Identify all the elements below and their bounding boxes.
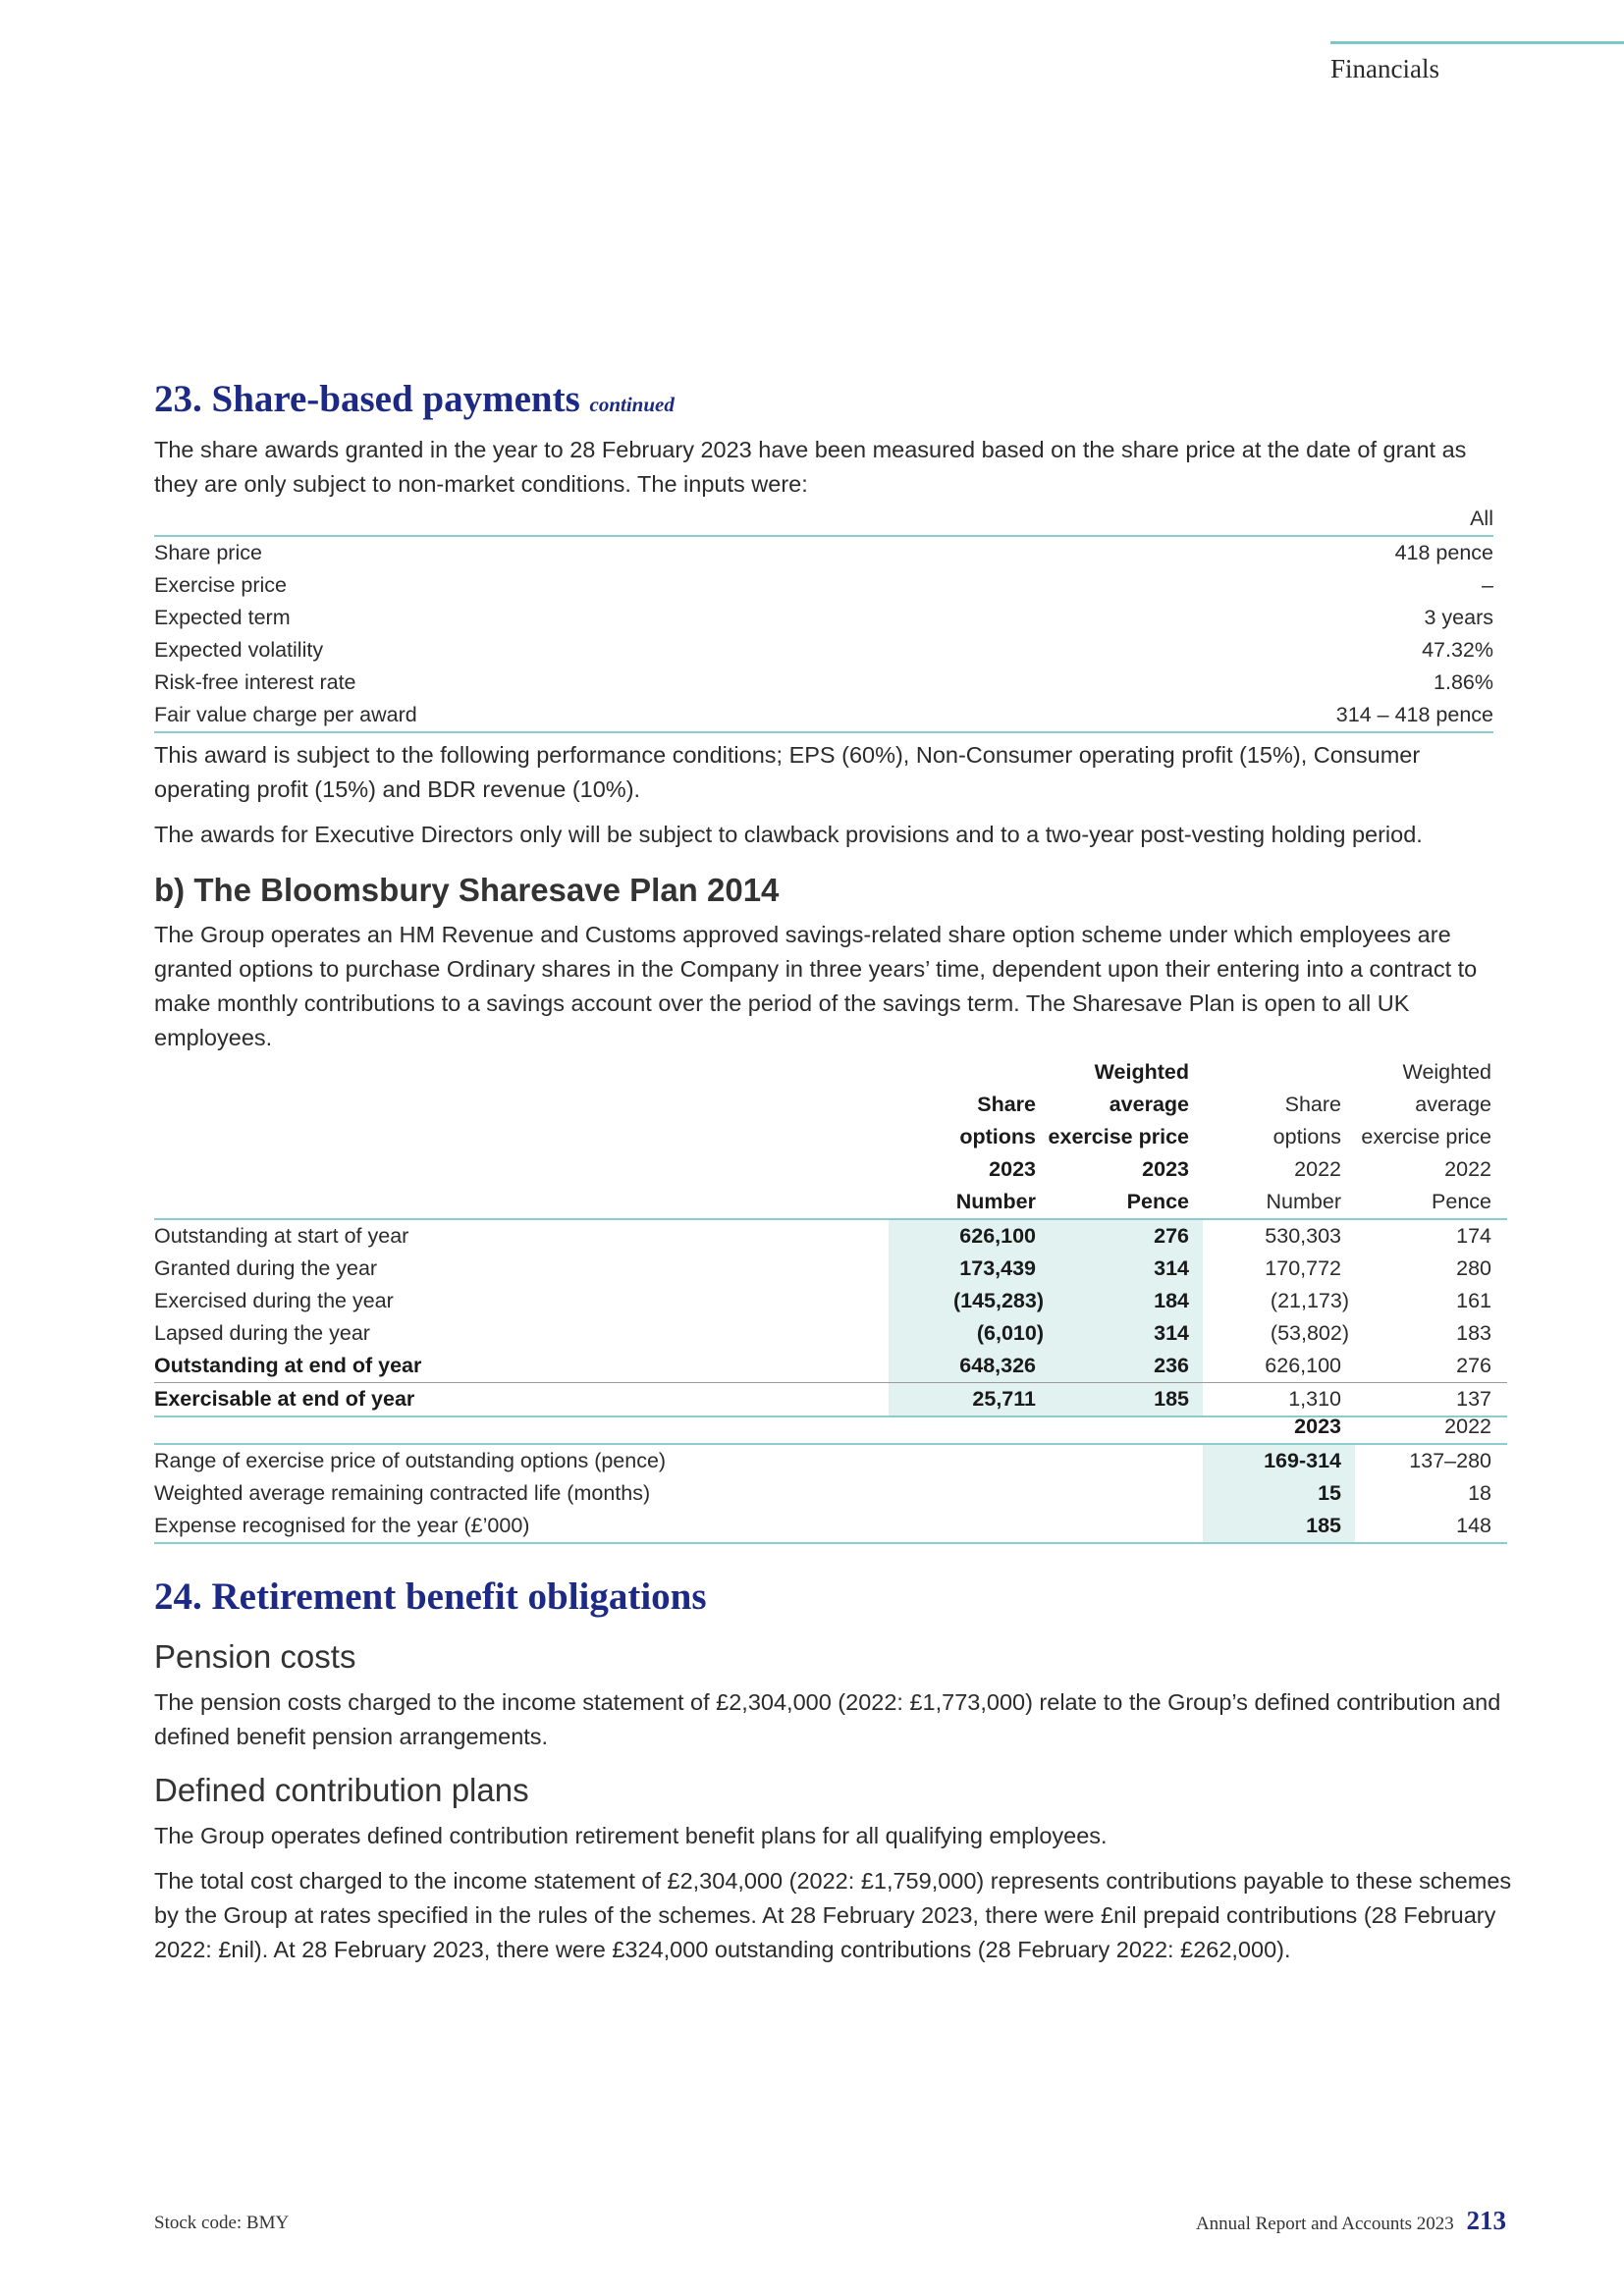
header-cell: 2023 <box>989 1157 1036 1181</box>
conditions-paragraph <box>154 738 1514 807</box>
defined-contribution-heading: Defined contribution plans <box>154 1772 529 1808</box>
cell-price-2022: 137 <box>1456 1387 1491 1411</box>
cell-options-2022: 626,100 <box>1265 1354 1341 1377</box>
row-label: Exercised during the year <box>154 1289 394 1312</box>
clawback-paragraph <box>154 818 1514 852</box>
row-label: Fair value charge per award <box>154 703 417 726</box>
cell-options-2023: (145,283) <box>889 1285 1046 1317</box>
cell-options-2022: (21,173) <box>1270 1289 1349 1312</box>
cell-2023: 15 <box>1203 1477 1355 1510</box>
header-cell: 2023 <box>1142 1157 1189 1181</box>
row-value: 47.32% <box>1422 638 1493 662</box>
row-label: Exercise price <box>154 573 288 597</box>
options-table <box>154 1056 1507 1417</box>
header-cell: options <box>959 1125 1036 1148</box>
clawback-text: The awards for Executive Directors only will be subject to clawback provisions and to a two-year post-vesting holding period. <box>154 822 1423 847</box>
row-label: Expense recognised for the year (£’000) <box>154 1514 530 1537</box>
column-header-all: All <box>1470 507 1493 530</box>
header-cell: Weighted <box>1402 1060 1491 1084</box>
intro-paragraph <box>154 433 1514 502</box>
row-label: Outstanding at end of year <box>154 1354 422 1377</box>
sharesave-heading: b) The Bloomsbury Sharesave Plan 2014 <box>154 872 780 908</box>
range-table <box>154 1411 1507 1544</box>
cell-2022: 148 <box>1456 1514 1491 1537</box>
row-label: Exercisable at end of year <box>154 1387 415 1411</box>
header-cell: Number <box>1266 1190 1341 1213</box>
header-cell: Pence <box>1126 1190 1189 1213</box>
footer-report <box>1196 2206 1506 2236</box>
pension-paragraph <box>154 1685 1514 1754</box>
table-row <box>154 1219 1507 1253</box>
inputs-table <box>154 503 1493 733</box>
row-label: Weighted average remaining contracted life (months) <box>154 1481 651 1505</box>
stock-code: Stock code: BMY <box>154 2213 290 2233</box>
cell-price-2023: 314 <box>1046 1253 1203 1285</box>
header-cell: Pence <box>1432 1190 1491 1213</box>
dc-paragraph-1 <box>154 1819 1514 1853</box>
cell-price-2023: 276 <box>1046 1219 1203 1253</box>
continued-label: continued <box>589 393 675 416</box>
header-cell: Weighted <box>1094 1060 1189 1084</box>
cell-price-2022: 174 <box>1456 1224 1491 1248</box>
report-title: Annual Report and Accounts 2023 <box>1195 2214 1454 2234</box>
cell-options-2022: 530,303 <box>1265 1224 1341 1248</box>
header-row <box>154 1186 1507 1219</box>
row-label: Risk-free interest rate <box>154 670 356 694</box>
cell-options-2022: 1,310 <box>1288 1387 1341 1411</box>
header-row <box>154 1056 1507 1089</box>
header-row <box>154 1089 1507 1121</box>
row-label: Expected volatility <box>154 638 324 662</box>
cell-2023: 185 <box>1203 1510 1355 1543</box>
table-row <box>154 1317 1507 1350</box>
header-row <box>154 1121 1507 1153</box>
cell-options-2022: 170,772 <box>1265 1256 1341 1280</box>
cell-2023: 169-314 <box>1203 1444 1355 1477</box>
cell-options-2023: 173,439 <box>889 1253 1046 1285</box>
cell-price-2022: 276 <box>1456 1354 1491 1377</box>
cell-price-2023: 184 <box>1046 1285 1203 1317</box>
cell-price-2023: 185 <box>1046 1383 1203 1417</box>
cell-options-2023: 626,100 <box>889 1219 1046 1253</box>
sharesave-text: The Group operates an HM Revenue and Customs approved savings-related share option scheme under which employees are granted options to purchase Ordinary shares in the Company in three years’ time, dependent upon their entering into a contract to make monthly contributions to a savings account over the period of the savings term. The Sharesave Plan is open to all UK employees. <box>154 922 1478 1050</box>
section-23-title: 23. Share-based payments <box>154 378 580 420</box>
header-cell: average <box>1415 1093 1491 1116</box>
intro-text: The share awards granted in the year to 28 February 2023 have been measured based on the share price at the date of grant as they are only subject to non-market conditions. The inputs were: <box>154 437 1467 497</box>
dc-text-2: The total cost charged to the income statement of £2,304,000 (2022: £1,759,000) represents contributions payable to these schemes by the Group at rates specified in the rules of the schemes. At 28 February 2023, there were £nil prepaid contributions (28 February 2022: £nil). At 28 February 2023, there were £324,000 outstanding contributions (28 February 2022: £262,000). <box>154 1868 1512 1962</box>
table-row <box>154 699 1493 732</box>
header-2023: 2023 <box>1294 1415 1341 1438</box>
conditions-text: This award is subject to the following performance conditions; EPS (60%), Non-Consumer operating profit (15%), Consumer operating profit (15%) and BDR revenue (10%). <box>154 742 1421 802</box>
table-row <box>154 602 1493 634</box>
header-cell: average <box>1109 1093 1189 1116</box>
row-label: Share price <box>154 541 262 564</box>
header-cell: Share <box>1284 1093 1341 1116</box>
table-row <box>154 536 1493 569</box>
cell-options-2023: (6,010) <box>889 1317 1046 1350</box>
header-cell: Number <box>955 1190 1036 1213</box>
row-label: Lapsed during the year <box>154 1321 370 1345</box>
row-value: 3 years <box>1424 606 1493 629</box>
row-label: Expected term <box>154 606 291 629</box>
section-24-title: 24. Retirement benefit obligations <box>154 1575 707 1618</box>
row-value: 314 – 418 pence <box>1335 703 1493 726</box>
dc-text-1: The Group operates defined contribution retirement benefit plans for all qualifying employees. <box>154 1823 1108 1848</box>
cell-options-2023: 25,711 <box>889 1383 1046 1417</box>
row-label: Granted during the year <box>154 1256 378 1280</box>
header-rule <box>1330 41 1624 44</box>
cell-price-2023: 236 <box>1046 1350 1203 1383</box>
header-cell: Share <box>977 1093 1036 1116</box>
row-label: Range of exercise price of outstanding options (pence) <box>154 1449 667 1472</box>
cell-2022: 137–280 <box>1409 1449 1491 1472</box>
inputs-header-row <box>154 503 1493 536</box>
cell-price-2023: 314 <box>1046 1317 1203 1350</box>
header-cell: 2022 <box>1444 1157 1491 1181</box>
page-number: 213 <box>1466 2206 1506 2235</box>
table-row <box>154 667 1493 699</box>
row-value: 1.86% <box>1434 670 1493 694</box>
section-label: Financials <box>1330 54 1439 83</box>
table-row <box>154 1477 1507 1510</box>
dc-paragraph-2 <box>154 1864 1514 1967</box>
row-label: Outstanding at start of year <box>154 1224 409 1248</box>
header-cell: exercise price <box>1048 1125 1189 1148</box>
table-row <box>154 1510 1507 1543</box>
table-row-total <box>154 1350 1507 1383</box>
cell-price-2022: 280 <box>1456 1256 1491 1280</box>
sharesave-paragraph <box>154 918 1514 1055</box>
row-value: – <box>1482 573 1493 597</box>
table-row <box>154 634 1493 667</box>
header-cell: exercise price <box>1361 1125 1491 1148</box>
pension-text: The pension costs charged to the income statement of £2,304,000 (2022: £1,773,000) relate to the Group’s defined contribution and defined benefit pension arrangements. <box>154 1689 1501 1749</box>
cell-2022: 18 <box>1468 1481 1491 1505</box>
header-cell: 2022 <box>1294 1157 1341 1181</box>
header-row <box>154 1411 1507 1444</box>
cell-options-2022: (53,802) <box>1270 1321 1349 1345</box>
header-row <box>154 1153 1507 1186</box>
table-row <box>154 569 1493 602</box>
header-cell: options <box>1272 1125 1341 1148</box>
row-value: 418 pence <box>1394 541 1493 564</box>
cell-price-2022: 183 <box>1456 1321 1491 1345</box>
table-row <box>154 1444 1507 1477</box>
section-23-heading <box>154 377 675 421</box>
table-row <box>154 1285 1507 1317</box>
header-2022: 2022 <box>1444 1415 1491 1438</box>
pension-costs-heading: Pension costs <box>154 1638 356 1675</box>
cell-options-2023: 648,326 <box>889 1350 1046 1383</box>
header-cell <box>889 1056 1046 1089</box>
header-cell <box>1203 1056 1355 1089</box>
table-row <box>154 1253 1507 1285</box>
cell-price-2022: 161 <box>1456 1289 1491 1312</box>
